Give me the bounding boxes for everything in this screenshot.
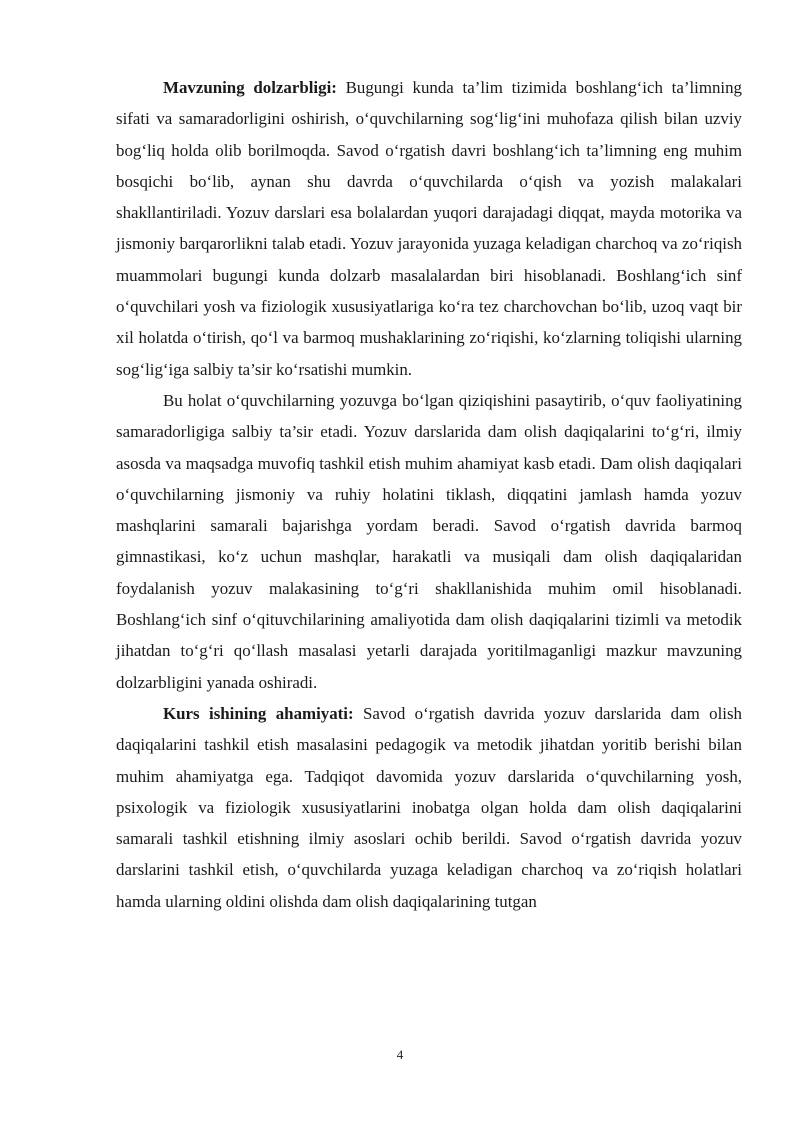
heading-relevance: Mavzuning dolzarbligi: bbox=[163, 78, 337, 97]
page-number: 4 bbox=[396, 1047, 404, 1062]
heading-significance: Kurs ishining ahamiyati: bbox=[163, 703, 354, 723]
paragraph-significance bbox=[116, 698, 742, 917]
paragraph-relevance bbox=[116, 72, 742, 385]
paragraph-continuation-text: Bu holat o‘quvchilarning yozuvga bo‘lgan qiziqishini pasaytirib, o‘quv faoliyatining samaradorligiga salbiy ta’sir etadi. Yozuv darslarida dam olish daqiqalarini to‘g‘ri, ilmiy asosda va maqsadga muvofiq tashkil etish muhim ahamiyat kasb etadi. Dam olish daqiqalari o‘quvchilarning jismoniy va ruhiy holatini tiklash, diqqatini jamlash hamda yozuv mashqlarini samarali bajarishga yordam beradi. Savod o‘rgatish davrida barmoq gimnastikasi, ko‘z uchun mashqlar, harakatli va musiqali dam olish daqiqalaridan foydalanish yozuv malakasining to‘g‘ri shakllanishida muhim omil hisoblanadi. Boshlang‘ich sinf o‘qituvchilarining amaliyotida dam olish daqiqalarini tizimli va metodik jihatdan to‘g‘ri qo‘llash masalasi yetarli darajada yoritilmaganligi mazkur mavzuning dolzarbligini yanada oshiradi. bbox=[116, 390, 742, 692]
body-text bbox=[116, 72, 742, 917]
paragraph-relevance-text: Bugungi kunda ta’lim tizimida boshlang‘ich ta’limning sifati va samaradorligini oshirish, o‘quvchilarning sog‘lig‘ini muhofaza qilish bilan uzviy bog‘liq holda olib borilmoqda. Savod o‘rgatish davri boshlang‘ich ta’limning eng muhim bosqichi bo‘lib, aynan shu davrda o‘quvchilarda o‘qish va yozish malakalari shakllantiriladi. Yozuv darslari esa bolalardan yuqori darajadagi diqqat, mayda motorika va jismoniy barqarorlikni talab etadi. Yozuv jarayonida yuzaga keladigan charchoq va zo‘riqish muammolari bugungi kunda dolzarb masalalardan biri hisoblanadi. Boshlang‘ich sinf o‘quvchilari yosh va fiziologik xususiyatlariga ko‘ra tez charchovchan bo‘lib, uzoq vaqt bir xil holatda o‘tirish, qo‘l va barmoq mushaklarining zo‘riqishi, ko‘zlarning toliqishi ularning sog‘lig‘iga salbiy ta’sir ko‘rsatishi mumkin. bbox=[116, 78, 742, 379]
paragraph-continuation bbox=[116, 385, 742, 698]
paragraph-significance-text: Savod o‘rgatish davrida yozuv darslarida dam olish daqiqalarini tashkil etish masalasini pedagogik va metodik jihatdan yoritib berishi bilan muhim ahamiyatga ega. Tadqiqot davomida yozuv darslarida o‘quvchilarning yosh, psixologik va fiziologik xususiyatlarini inobatga olgan holda dam olish daqiqalarini samarali tashkil etishning ilmiy asoslari ochib berildi. Savod o‘rgatish davrida yozuv darslarini tashkil etish, o‘quvchilarda yuzaga keladigan charchoq va zo‘riqish holatlari hamda ularning oldini olishda dam olish daqiqalarining tutgan bbox=[116, 703, 742, 911]
